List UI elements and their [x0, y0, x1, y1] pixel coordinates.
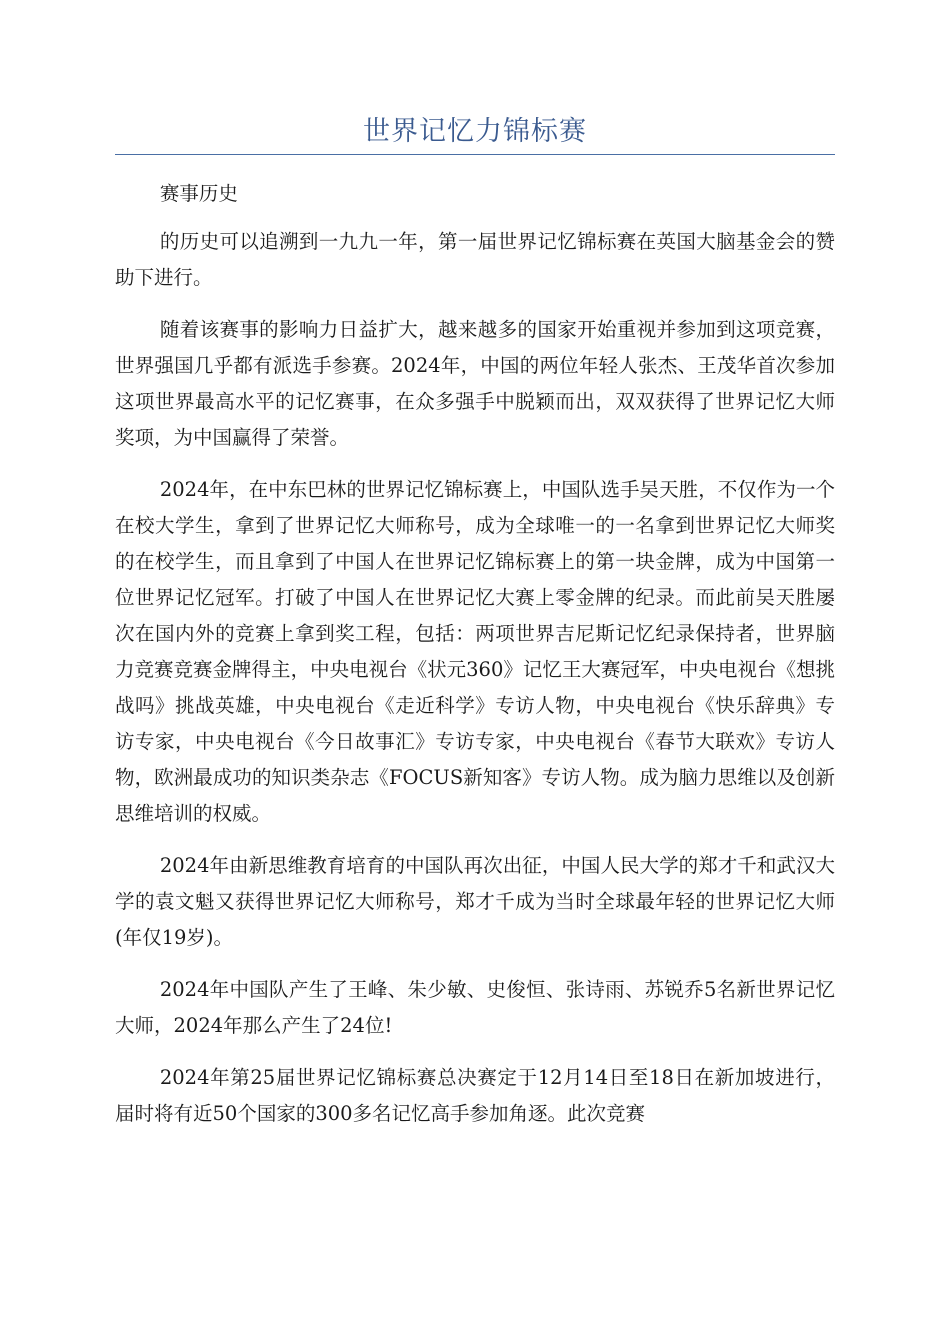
body-paragraph: 2024年中国队产生了王峰、朱少敏、史俊恒、张诗雨、苏锐乔5名新世界记忆大师，2024年那么产生了24位! — [115, 978, 835, 1037]
body-paragraph: 2024年由新思维教育培育的中国队再次出征，中国人民大学的郑才千和武汉大学的袁文魁又获得世界记忆大师称号，郑才千成为当时全球最年轻的世界记忆大师(年仅19岁)。 — [115, 854, 835, 949]
document-body — [115, 176, 835, 1148]
body-paragraph: 随着该赛事的影响力日益扩大，越来越多的国家开始重视并参加到这项竞赛，世界强国几乎都有派选手参赛。2024年，中国的两位年轻人张杰、王茂华首次参加这项世界最高水平的记忆赛事，在众多强手中脱颖而出，双双获得了世界记忆大师奖项，为中国赢得了荣誉。 — [115, 318, 835, 449]
body-paragraph: 2024年第25届世界记忆锦标赛总决赛定于12月14日至18日在新加坡进行，届时将有近50个国家的300多名记忆高手参加角逐。此次竞赛 — [115, 1066, 835, 1125]
section-heading: 赛事历史 — [159, 182, 238, 205]
body-paragraph: 2024年，在中东巴林的世界记忆锦标赛上，中国队选手吴天胜，不仅作为一个在校大学生，拿到了世界记忆大师称号，成为全球唯一的一名拿到世界记忆大师奖的在校学生，而且拿到了中国人在世界记忆锦标赛上的第一块金牌，成为中国第一位世界记忆冠军。打破了中国人在世界记忆大赛上零金牌的纪录。而此前吴天胜屡次在国内外的竞赛上拿到奖工程，包括：两项世界吉尼斯记忆纪录保持者，世界脑力竞赛竞赛金牌得主，中央电视台《状元360》记忆王大赛冠军，中央电视台《想挑战吗》挑战英雄，中央电视台《走近科学》专访人物，中央电视台《快乐辞典》专访专家，中央电视台《今日故事汇》专访专家，中央电视台《春节大联欢》专访人物，欧洲最成功的知识类杂志《FOCUS新知客》专访人物。成为脑力思维以及创新思维培训的权威。 — [115, 478, 835, 825]
document-title: 世界记忆力锦标赛 — [363, 116, 587, 147]
body-paragraph: 的历史可以追溯到一九九一年，第一届世界记忆锦标赛在英国大脑基金会的赞助下进行。 — [115, 230, 835, 289]
title-underline-rule — [115, 154, 835, 155]
